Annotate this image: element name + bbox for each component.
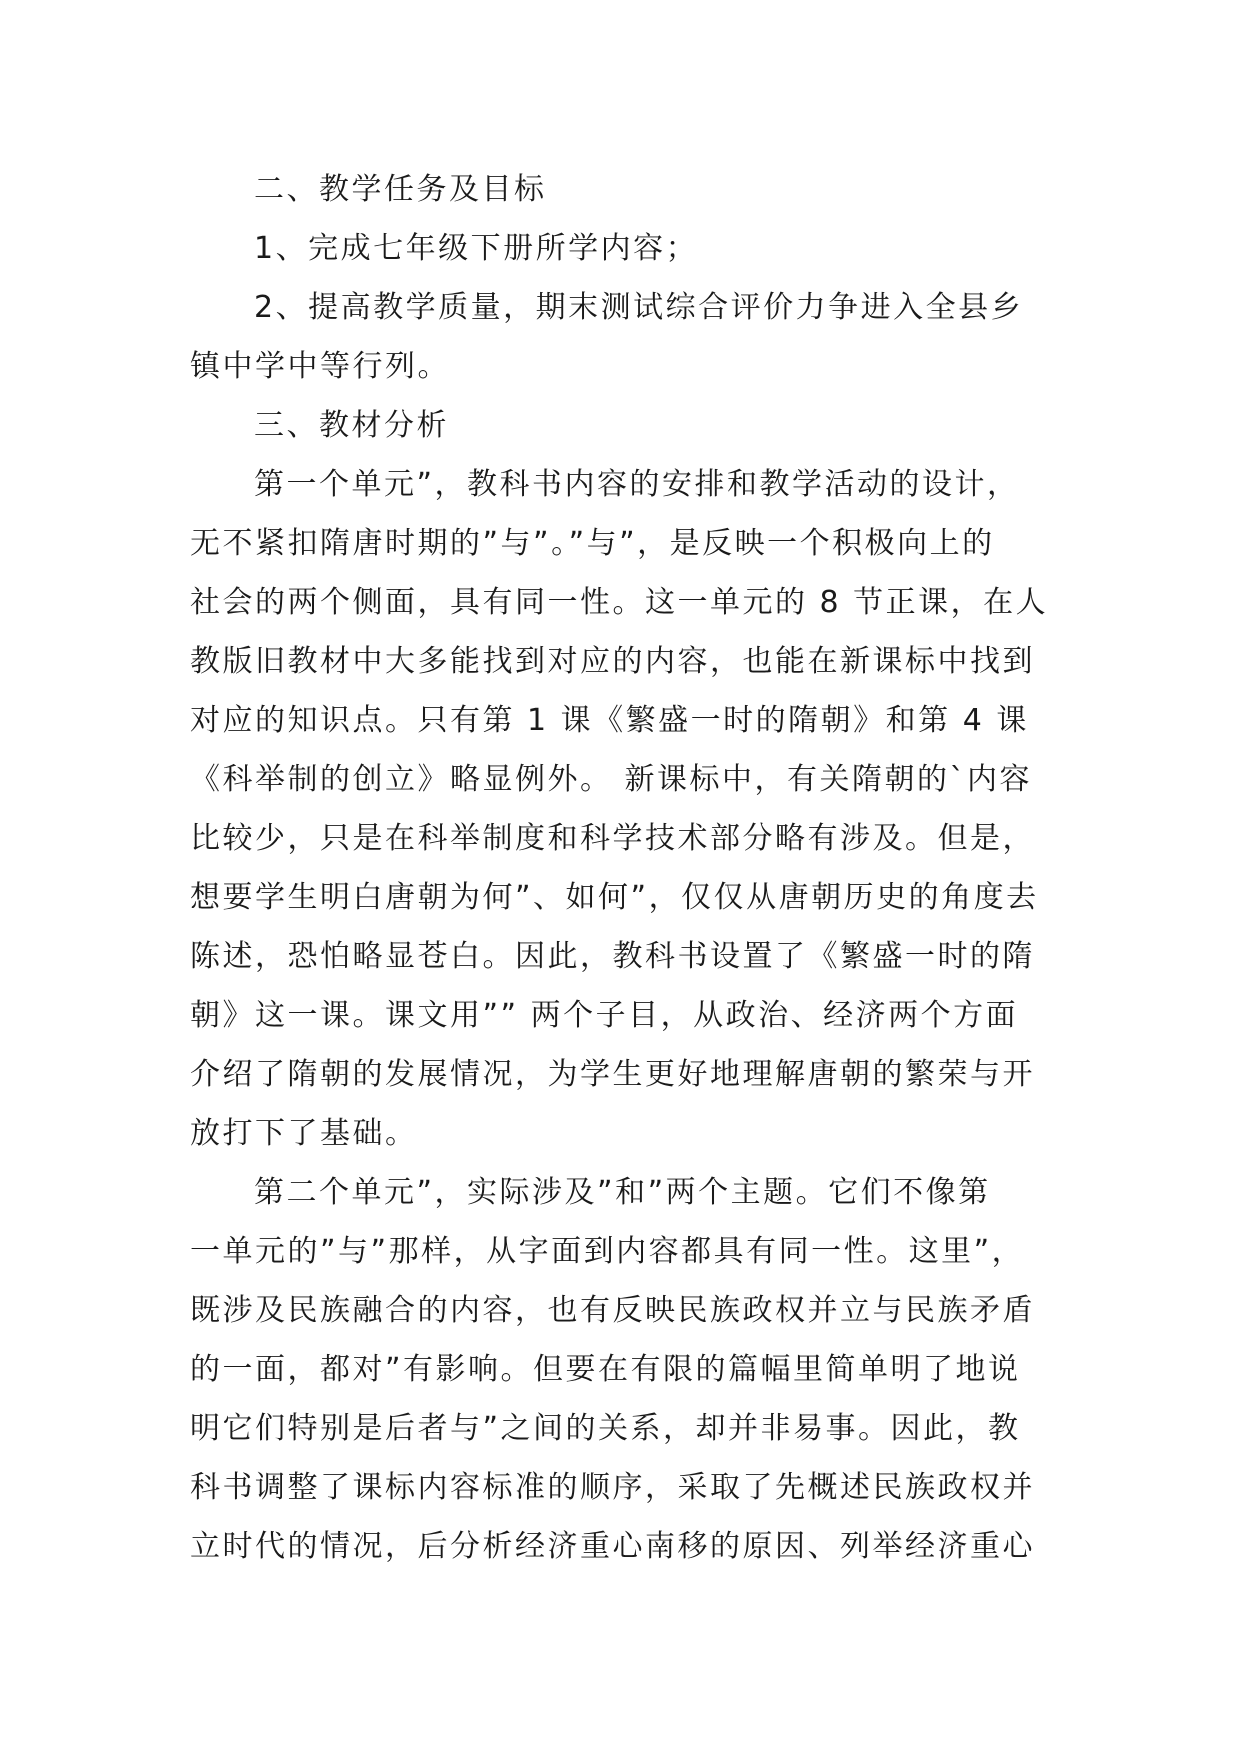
text-line: 陈述，恐怕略显苍白。因此，教科书设置了《繁盛一时的隋	[190, 939, 1035, 974]
text-line: 朝》这一课。课文用”” 两个子目，从政治、经济两个方面	[190, 998, 1019, 1033]
goal-item-2: 2、提高教学质量，期末测试综合评价力争进入全县乡	[254, 290, 1024, 325]
text-line: 社会的两个侧面，具有同一性。这一单元的 8 节正课，在人	[190, 585, 1049, 620]
text-line: 放打下了基础。	[190, 1116, 418, 1151]
paragraph-first-unit-start: 第一个单元”，教科书内容的安排和教学活动的设计，	[254, 467, 1020, 502]
section-heading-teaching-goals: 二、教学任务及目标	[254, 172, 547, 207]
text-line: 想要学生明白唐朝为何”、如何”，仅仅从唐朝历史的角度去	[190, 880, 1039, 915]
text-line: 教版旧教材中大多能找到对应的内容，也能在新课标中找到	[190, 644, 1035, 679]
text-line: 一单元的”与”那样，从字面到内容都具有同一性。这里”，	[190, 1234, 1025, 1269]
goal-item-1: 1、完成七年级下册所学内容；	[254, 231, 699, 266]
text-line: 介绍了隋朝的发展情况，为学生更好地理解唐朝的繁荣与开	[190, 1057, 1035, 1092]
text-line: 立时代的情况，后分析经济重心南移的原因、列举经济重心	[190, 1529, 1035, 1564]
section-heading-textbook-analysis: 三、教材分析	[254, 408, 449, 443]
text-line: 镇中学中等行列。	[190, 349, 450, 384]
paragraph-second-unit-start: 第二个单元”，实际涉及”和”两个主题。它们不像第	[254, 1175, 991, 1210]
text-line: 无不紧扣隋唐时期的”与”。”与”，是反映一个积极向上的	[190, 526, 995, 561]
text-line: 明它们特别是后者与”之间的关系，却并非易事。因此，教	[190, 1411, 1021, 1446]
text-line: 既涉及民族融合的内容，也有反映民族政权并立与民族矛盾	[190, 1293, 1035, 1328]
text-line: 对应的知识点。只有第 1 课《繁盛一时的隋朝》和第 4 课	[190, 703, 1029, 738]
text-line: 的一面，都对”有影响。但要在有限的篇幅里简单明了地说	[190, 1352, 1021, 1387]
text-line: 比较少，只是在科举制度和科学技术部分略有涉及。但是，	[190, 821, 1035, 856]
text-line: 科书调整了课标内容标准的顺序，采取了先概述民族政权并	[190, 1470, 1035, 1505]
text-line: 《科举制的创立》略显例外。 新课标中，有关隋朝的`内容	[190, 762, 1033, 797]
document-body	[190, 160, 1050, 1576]
